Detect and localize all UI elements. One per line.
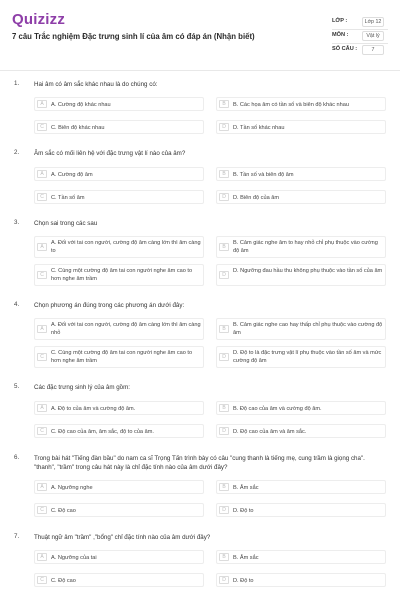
question-2-option-c[interactable] — [34, 190, 204, 204]
option-text: D. Độ cao của âm và âm sắc. — [233, 429, 307, 435]
option-letter: B — [219, 243, 229, 251]
option-text: D. Tần số khác nhau — [233, 125, 285, 131]
option-letter: B — [219, 404, 229, 412]
question-5-option-b[interactable] — [216, 401, 386, 415]
question-1-number: 1. — [14, 80, 20, 87]
question-1-text: Hai âm có âm sắc khác nhau là do chúng có: — [34, 81, 158, 88]
question-2-option-a[interactable] — [34, 167, 204, 181]
option-text: C. Độ cao — [51, 508, 76, 514]
option-text: C. Độ cao — [51, 578, 76, 584]
subject-value: Vật lý — [362, 31, 384, 41]
option-text: A. Cường độ âm — [51, 172, 93, 178]
question-7-option-b[interactable] — [216, 550, 386, 564]
option-letter: B — [219, 553, 229, 561]
question-5-text: Các đặc trưng sinh lý của âm gồm: — [34, 384, 130, 391]
option-letter: C — [37, 353, 47, 361]
option-text: B. Các họa âm có tần số và biên độ khác nhau — [233, 102, 349, 108]
option-text: B. Âm sắc — [233, 485, 259, 491]
option-text: D. Độ to — [233, 578, 254, 584]
question-6-text: Trong bài hát "Tiếng đàn bầu" do nam ca sĩ Trọng Tấn trình bày có câu "cung thanh là tiếng mẹ, cung trầm là giọng cha". "thanh", "trầm" trong câu hát này là chỉ đặc tính nào của âm dưới đây? — [34, 455, 365, 471]
question-5-number: 5. — [14, 383, 20, 390]
question-6-number: 6. — [14, 454, 20, 461]
option-text: B. Âm sắc — [233, 555, 259, 561]
question-1-option-b[interactable] — [216, 97, 386, 111]
option-letter: C — [37, 193, 47, 201]
header-divider — [0, 70, 400, 71]
option-letter: A — [37, 483, 47, 491]
option-text: C. Biên độ khác nhau — [51, 125, 105, 131]
option-letter: A — [37, 404, 47, 412]
subject-field — [332, 31, 388, 43]
option-text: B. Độ cao của âm và cường độ âm. — [233, 406, 322, 412]
question-2-text: Âm sắc có mối liên hệ với đặc trưng vật lí nào của âm? — [34, 150, 186, 157]
question-6-option-b[interactable] — [216, 480, 386, 494]
question-6-option-d[interactable] — [216, 503, 386, 517]
option-text: D. Độ to — [233, 508, 254, 514]
option-letter: D — [219, 576, 229, 584]
question-1-option-d[interactable] — [216, 120, 386, 134]
question-7-option-c[interactable] — [34, 573, 204, 587]
option-text: B. Tần số và biên độ âm — [233, 172, 294, 178]
question-3-option-a[interactable] — [34, 236, 204, 258]
question-5-option-a[interactable] — [34, 401, 204, 415]
question-3-number: 3. — [14, 219, 20, 226]
option-text: D. Độ to là đặc trưng vật lí phụ thuộc vào tần số âm và mức cường độ âm — [233, 350, 382, 364]
page-title: 7 câu Trắc nghiệm Đặc trưng sinh lí của âm có đáp án (Nhận biết) — [12, 32, 255, 41]
option-letter: D — [219, 193, 229, 201]
quizizz-logo: Quizizz — [12, 11, 66, 28]
question-2-number: 2. — [14, 149, 20, 156]
subject-divider — [332, 43, 388, 44]
subject-label: MÔN : — [332, 32, 349, 38]
option-text: A. Đối với tai con người, cường độ âm càng lớn thì âm càng to — [51, 240, 201, 254]
option-text: A. Cường độ khác nhau — [51, 102, 111, 108]
option-letter: A — [37, 170, 47, 178]
option-text: C. Độ cao của âm, âm sắc, độ to của âm. — [51, 429, 154, 435]
question-3-option-b[interactable] — [216, 236, 386, 258]
option-text: A. Độ to của âm và cường độ âm. — [51, 406, 136, 412]
class-divider — [332, 29, 388, 30]
option-letter: C — [37, 123, 47, 131]
question-7-text: Thuật ngữ âm "trầm" ,"bổng" chỉ đặc tính nào của âm dưới đây? — [34, 534, 211, 541]
option-letter: B — [219, 170, 229, 178]
option-letter: C — [37, 576, 47, 584]
question-2-option-d[interactable] — [216, 190, 386, 204]
question-1-option-c[interactable] — [34, 120, 204, 134]
option-letter: A — [37, 325, 47, 333]
question-3-option-d[interactable] — [216, 264, 386, 286]
class-label: LỚP : — [332, 18, 348, 24]
count-field — [332, 45, 388, 57]
question-1-option-a[interactable] — [34, 97, 204, 111]
option-letter: D — [219, 506, 229, 514]
question-7-number: 7. — [14, 533, 20, 540]
question-6-option-c[interactable] — [34, 503, 204, 517]
question-4-text: Chọn phương án đúng trong các phương án dưới đây: — [34, 302, 185, 309]
option-text: C. Cùng một cường độ âm tai con người nghe âm cao to hơn nghe âm trầm — [51, 350, 193, 364]
option-letter: D — [219, 427, 229, 435]
class-field — [332, 17, 388, 29]
option-text: A. Đối với tai con người, cường độ âm càng lớn thì âm càng nhỏ — [51, 322, 201, 336]
option-letter: C — [37, 271, 47, 279]
option-text: D. Ngưỡng đau hầu thu không phụ thuộc vào tần số của âm — [233, 268, 383, 274]
question-2-option-b[interactable] — [216, 167, 386, 181]
option-text: C. Cùng một cường độ âm tai con người nghe âm cao to hơn nghe âm trầm — [51, 268, 193, 282]
option-letter: D — [219, 271, 229, 279]
option-text: A. Ngưỡng nghe — [51, 485, 93, 491]
count-value: 7 — [362, 45, 384, 55]
question-6-option-a[interactable] — [34, 480, 204, 494]
option-letter: D — [219, 123, 229, 131]
option-letter: C — [37, 506, 47, 514]
worksheet-header — [0, 0, 400, 70]
question-4-number: 4. — [14, 301, 20, 308]
option-letter: A — [37, 100, 47, 108]
option-letter: B — [219, 483, 229, 491]
option-text: C. Tần số âm — [51, 195, 85, 201]
question-4-option-b[interactable] — [216, 318, 386, 340]
question-5-option-d[interactable] — [216, 424, 386, 438]
count-label: SỐ CÂU : — [332, 46, 358, 52]
question-3-text: Chọn sai trong các sau — [34, 220, 98, 227]
option-text: B. Cảm giác nghe cao hay thấp chỉ phụ thuộc vào cường độ âm — [233, 322, 383, 336]
option-letter: B — [219, 100, 229, 108]
option-text: A. Ngưỡng của tai — [51, 555, 97, 561]
option-letter: D — [219, 353, 229, 361]
option-letter: C — [37, 427, 47, 435]
question-4-option-c[interactable] — [34, 346, 204, 368]
class-value: Lớp 12 — [362, 17, 384, 27]
question-5-option-c[interactable] — [34, 424, 204, 438]
option-letter: A — [37, 553, 47, 561]
question-7-option-a[interactable] — [34, 550, 204, 564]
question-4-option-a[interactable] — [34, 318, 204, 340]
question-3-option-c[interactable] — [34, 264, 204, 286]
option-letter: B — [219, 325, 229, 333]
question-7-option-d[interactable] — [216, 573, 386, 587]
question-4-option-d[interactable] — [216, 346, 386, 368]
option-text: D. Biên độ của âm — [233, 195, 280, 201]
option-text: B. Cảm giác nghe âm to hay nhỏ chỉ phụ thuộc vào cường độ âm — [233, 240, 378, 254]
option-letter: A — [37, 243, 47, 251]
